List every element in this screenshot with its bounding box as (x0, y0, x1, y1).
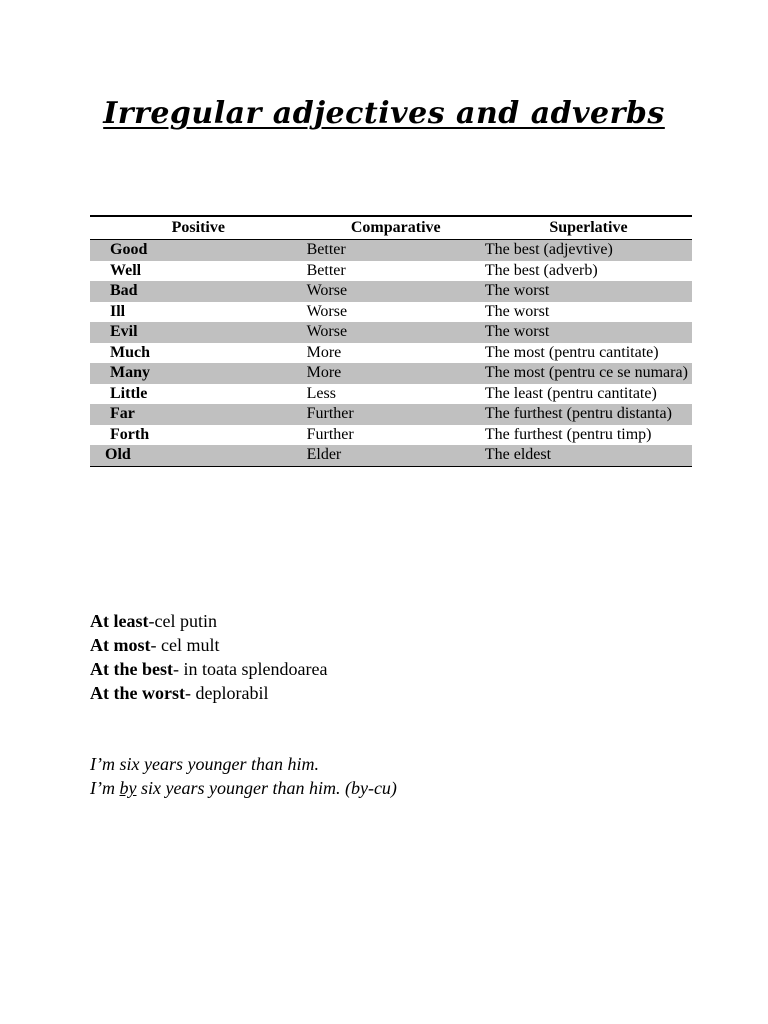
superlative-cell: The worst (485, 322, 692, 343)
phrase-meaning: -cel putin (148, 611, 217, 631)
phrase-term: At the best (90, 659, 173, 679)
positive-cell: Little (110, 384, 148, 402)
comparative-cell: Elder (307, 445, 485, 466)
superlative-cell: The most (pentru cantitate) (484, 343, 659, 361)
table-row (90, 384, 692, 405)
positive-cell: Bad (90, 281, 307, 302)
example-prefix: I’m (90, 778, 120, 798)
positive-cell: Good (90, 240, 307, 261)
phrase-term: At most (90, 635, 151, 655)
superlative-cell: The furthest (pentru timp) (484, 425, 652, 443)
comparative-cell: More (306, 343, 342, 361)
header-comparative: Comparative (307, 216, 485, 240)
example-suffix: six years younger than him. (by-cu) (136, 778, 397, 798)
positive-cell: Much (110, 343, 150, 361)
phrase-item (90, 609, 327, 633)
header-positive: Positive (90, 216, 307, 240)
irregular-forms-table (90, 215, 692, 467)
table-row (90, 302, 692, 323)
superlative-cell: The worst (484, 302, 550, 320)
positive-cell: Evil (90, 322, 307, 343)
superlative-cell: The best (adjevtive) (485, 240, 692, 261)
phrase-term: At least (90, 611, 149, 631)
comparative-cell: Less (306, 384, 336, 402)
table-row (90, 404, 692, 425)
table-row (90, 343, 692, 364)
phrase-meaning: - in toata splendoarea (173, 659, 328, 679)
phrase-item (90, 657, 327, 681)
table-header-row (90, 216, 692, 240)
comparative-cell: Better (307, 240, 485, 261)
table-row (90, 261, 692, 282)
comparative-cell: Further (306, 425, 354, 443)
positive-cell: Ill (110, 302, 126, 320)
underlined-word: by (119, 778, 137, 798)
superlative-cell: The furthest (pentru distanta) (485, 404, 692, 425)
table-row (90, 425, 692, 446)
comparative-cell: Worse (306, 302, 348, 320)
positive-cell: Forth (110, 425, 150, 443)
phrase-term: At the worst (90, 683, 185, 703)
phrase-meaning: - cel mult (150, 635, 220, 655)
example-line-1: I’m six years younger than him. (90, 754, 319, 774)
header-superlative: Superlative (485, 216, 692, 240)
table-row (90, 240, 692, 261)
superlative-cell: The most (pentru ce se numara) (485, 363, 692, 384)
page-title: Irregular adjectives and adverbs (103, 96, 665, 131)
comparative-cell: More (307, 363, 485, 384)
superlative-cell: The least (pentru cantitate) (484, 384, 657, 402)
phrase-list (90, 609, 327, 705)
superlative-cell: The eldest (485, 445, 692, 466)
positive-cell: Well (110, 261, 142, 279)
phrase-item (90, 633, 327, 657)
superlative-cell: The worst (485, 281, 692, 302)
superlative-cell: The best (adverb) (484, 261, 598, 279)
example-line-2 (90, 776, 397, 800)
table-row (90, 281, 692, 302)
comparative-cell: Worse (307, 281, 485, 302)
phrase-meaning: - deplorabil (184, 683, 269, 703)
table-row (90, 445, 692, 466)
comparative-cell: Further (307, 404, 485, 425)
positive-cell: Many (90, 363, 307, 384)
comparative-cell: Better (306, 261, 346, 279)
positive-cell: Far (90, 404, 307, 425)
example-sentences (90, 752, 397, 800)
table-row (90, 363, 692, 384)
table-row (90, 322, 692, 343)
comparative-cell: Worse (307, 322, 485, 343)
positive-cell: Old (90, 445, 307, 466)
phrase-item (90, 681, 327, 705)
